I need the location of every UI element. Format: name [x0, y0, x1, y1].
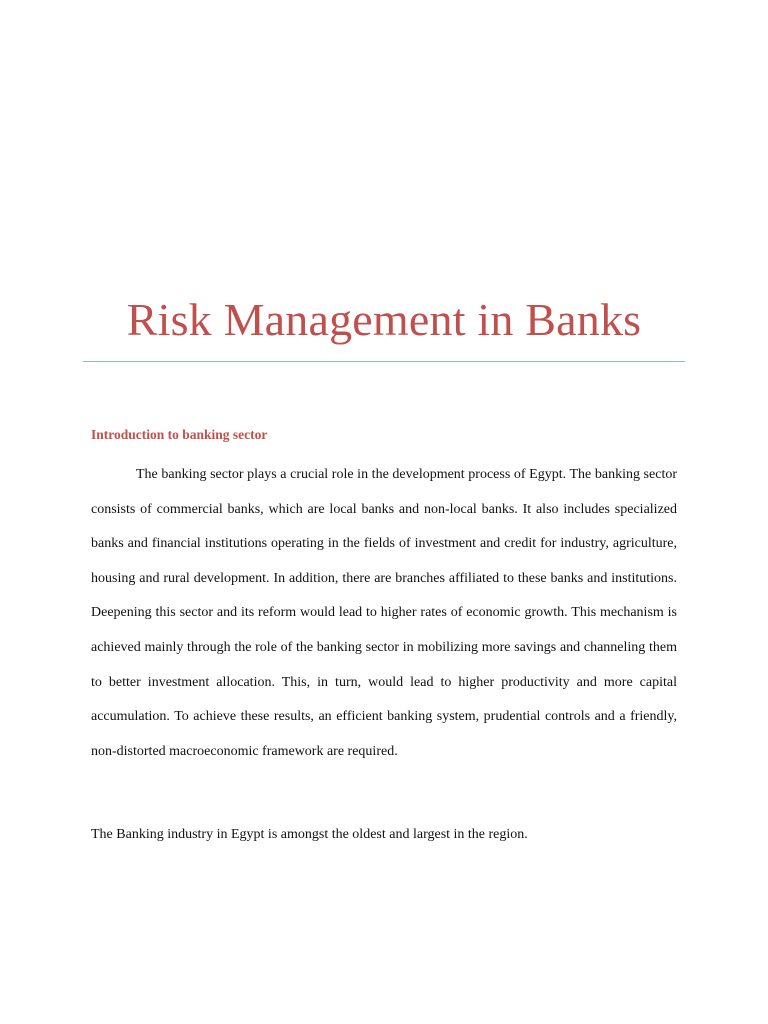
document-title: Risk Management in Banks: [126, 294, 642, 345]
closing-paragraph: The Banking industry in Egypt is amongst the oldest and largest in the region.: [91, 827, 528, 842]
section-heading: Introduction to banking sector: [91, 427, 268, 442]
body-paragraph: The banking sector plays a crucial role in the development process of Egypt. The banking sector consists of commercial banks, which are local banks and non-local banks. It also includes specialized banks and financial institutions operating in the fields of investment and credit for industry, agriculture, housing and rural development. In addition, there are branches affiliated to these banks and institutions. Deepening this sector and its reform would lead to higher rates of economic growth. This mechanism is achieved mainly through the role of the banking sector in mobilizing more savings and channeling them to better investment allocation. This, in turn, would lead to higher productivity and more capital accumulation. To achieve these results, an efficient banking system, prudential controls and a friendly, non-distorted macroeconomic framework are required.: [91, 467, 677, 759]
title-underline-rule: [83, 361, 685, 362]
